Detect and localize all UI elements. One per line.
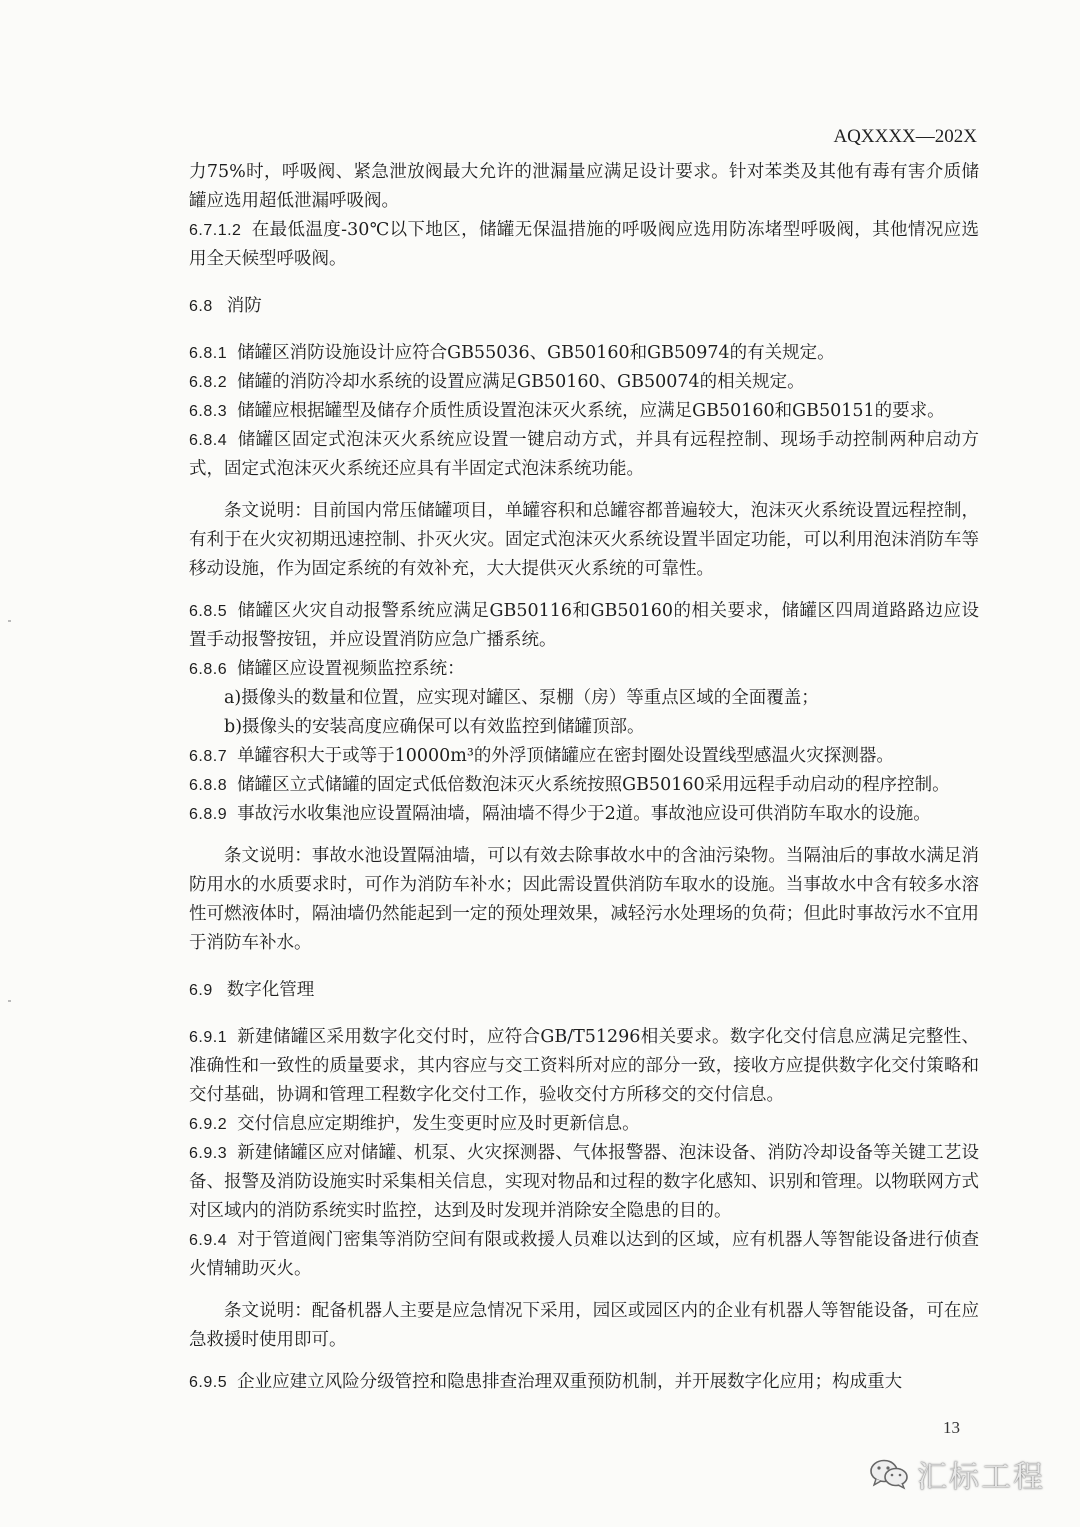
- clause-number: 6.9.5: [189, 1374, 228, 1391]
- clause-paragraph: [189, 597, 979, 655]
- clause-note: [189, 1297, 979, 1355]
- clause-number: 6.8.8: [189, 777, 228, 794]
- clause-paragraph: [189, 158, 979, 216]
- clause-text: 储罐的消防冷却水系统的设置应满足GB50160、GB50074的相关规定。: [237, 372, 805, 392]
- clause-number: 6.8: [189, 298, 213, 315]
- clause-note: [189, 842, 979, 958]
- clause-text: 在最低温度-30℃以下地区，储罐无保温措施的呼吸阀应选用防冻堵型呼吸阀，其他情况应选用全天候型呼吸阀。: [189, 220, 979, 269]
- clause-paragraph: [189, 216, 979, 274]
- watermark: [869, 1452, 1045, 1496]
- clause-text: 企业应建立风险分级管控和隐患排查治理双重预防机制，并开展数字化应用；构成重大: [237, 1372, 903, 1392]
- clause-paragraph: [189, 800, 979, 829]
- spacer: [189, 484, 979, 497]
- clause-number: 6.8.6: [189, 661, 228, 678]
- clause-text: 条文说明：配备机器人主要是应急情况下采用，园区或园区内的企业有机器人等智能设备，可在应急救援时使用即可。: [189, 1301, 979, 1350]
- clause-note: [189, 497, 979, 584]
- clause-text: 储罐区应设置视频监控系统：: [237, 659, 465, 679]
- clause-text: 交付信息应定期维护，发生变更时应及时更新信息。: [237, 1114, 640, 1134]
- spacer: [189, 274, 979, 292]
- clause-text: b)摄像头的安装高度应确保可以有效监控到储罐顶部。: [224, 717, 645, 737]
- clause-number: 6.8.3: [189, 403, 228, 420]
- clause-text: 条文说明：目前国内常压储罐项目，单罐容积和总罐容都普遍较大，泡沫灭火系统设置远程控制，有利于在火灾初期迅速控制、扑灭火灾。固定式泡沫灭火系统设置半固定功能，可以利用泡沫消防车等移动设施，作为固定系统的有效补充，大大提供灭火系统的可靠性。: [189, 501, 979, 579]
- clause-number: 6.9.2: [189, 1116, 228, 1133]
- clause-text: 储罐区立式储罐的固定式低倍数泡沫灭火系统按照GB50160采用远程手动启动的程序控制。: [237, 775, 950, 795]
- spacer: [189, 829, 979, 842]
- clause-text: 数字化管理: [226, 980, 315, 1000]
- clause-number: 6.8.2: [189, 374, 228, 391]
- clause-number: 6.8.1: [189, 345, 228, 362]
- clause-paragraph: [189, 1023, 979, 1110]
- margin-mark: [8, 1000, 11, 1002]
- clause-text: 条文说明：事故水池设置隔油墙，可以有效去除事故水中的含油污染物。当隔油后的事故水满足消防用水的水质要求时，可作为消防车补水；因此需设置供消防车取水的设施。当事故水中含有较多水溶性可燃液体时，隔油墙仍然能起到一定的预处理效果，减轻污水处理场的负荷；但此时事故污水不宜用于消防车补水。: [189, 846, 979, 953]
- clause-number: 6.8.9: [189, 806, 228, 823]
- clause-number: 6.9.4: [189, 1232, 228, 1249]
- clause-number: 6.9.3: [189, 1145, 228, 1162]
- clause-text: 新建储罐区采用数字化交付时，应符合GB/T51296相关要求。数字化交付信息应满足完整性、准确性和一致性的质量要求，其内容应与交工资料所对应的部分一致，接收方应提供数字化交付策略和交付基础，协调和管理工程数字化交付工作，验收交付方所移交的交付信息。: [189, 1027, 979, 1105]
- watermark-text: 汇标工程: [917, 1460, 1045, 1495]
- clause-text: 对于管道阀门密集等消防空间有限或救援人员难以达到的区域，应有机器人等智能设备进行侦查火情辅助灭火。: [189, 1230, 979, 1279]
- clause-text: 储罐区火灾自动报警系统应满足GB50116和GB50160的相关要求，储罐区四周道路路边应设置手动报警按钮，并应设置消防应急广播系统。: [189, 601, 979, 650]
- list-item: [224, 684, 979, 713]
- spacer: [189, 584, 979, 597]
- margin-mark: [8, 620, 11, 622]
- list-item: [224, 713, 979, 742]
- clause-text: 新建储罐区应对储罐、机泵、火灾探测器、气体报警器、泡沫设备、消防冷却设备等关键工艺设备、报警及消防设施实时采集相关信息，实现对物品和过程的数字化感知、识别和管理。以物联网方式对区域内的消防系统实时监控，达到及时发现并消除安全隐患的目的。: [189, 1143, 979, 1221]
- page-number: 13: [943, 1418, 960, 1437]
- clause-number: 6.9.1: [189, 1029, 228, 1046]
- clause-number: 6.8.5: [189, 603, 228, 620]
- clause-paragraph: [189, 426, 979, 484]
- spacer: [189, 321, 979, 339]
- clause-text: 储罐应根据罐型及储存介质性质设置泡沫灭火系统，应满足GB50160和GB50151的要求。: [237, 401, 945, 421]
- wechat-icon: [869, 1458, 909, 1490]
- clause-text: 消防: [226, 296, 262, 316]
- clause-text: 单罐容积大于或等于10000m³的外浮顶储罐应在密封圈处设置线型感温火灾探测器。: [237, 746, 894, 766]
- clause-paragraph: [189, 655, 979, 684]
- clause-number: 6.9: [189, 982, 213, 999]
- spacer: [189, 1005, 979, 1023]
- spacer: [189, 1355, 979, 1368]
- clause-paragraph: [189, 742, 979, 771]
- clause-text: 储罐区固定式泡沫灭火系统应设置一键启动方式，并具有远程控制、现场手动控制两种启动方式，固定式泡沫灭火系统还应具有半固定式泡沫系统功能。: [189, 430, 979, 479]
- clause-text: a)摄像头的数量和位置，应实现对罐区、泵棚（房）等重点区域的全面覆盖；: [224, 688, 819, 708]
- clause-text: 储罐区消防设施设计应符合GB55036、GB50160和GB50974的有关规定。: [237, 343, 835, 363]
- clause-paragraph: [189, 1110, 979, 1139]
- clause-paragraph: [189, 397, 979, 426]
- clause-number: 6.8.4: [189, 432, 228, 449]
- clause-paragraph: [189, 771, 979, 800]
- spacer: [189, 958, 979, 976]
- clause-text: 力75%时，呼吸阀、紧急泄放阀最大允许的泄漏量应满足设计要求。针对苯类及其他有毒有害介质储罐应选用超低泄漏呼吸阀。: [189, 162, 979, 211]
- clause-paragraph: [189, 1226, 979, 1284]
- document-id: AQXXXX—202X: [833, 126, 977, 147]
- document-body: [189, 158, 979, 1397]
- spacer: [189, 1284, 979, 1297]
- section-heading: [189, 292, 979, 321]
- clause-number: 6.8.7: [189, 748, 228, 765]
- clause-number: 6.7.1.2: [189, 222, 242, 239]
- section-heading: [189, 976, 979, 1005]
- clause-paragraph: [189, 339, 979, 368]
- clause-paragraph: [189, 1139, 979, 1226]
- clause-paragraph: [189, 1368, 979, 1397]
- clause-paragraph: [189, 368, 979, 397]
- clause-text: 事故污水收集池应设置隔油墙，隔油墙不得少于2道。事故池应设可供消防车取水的设施。: [237, 804, 931, 824]
